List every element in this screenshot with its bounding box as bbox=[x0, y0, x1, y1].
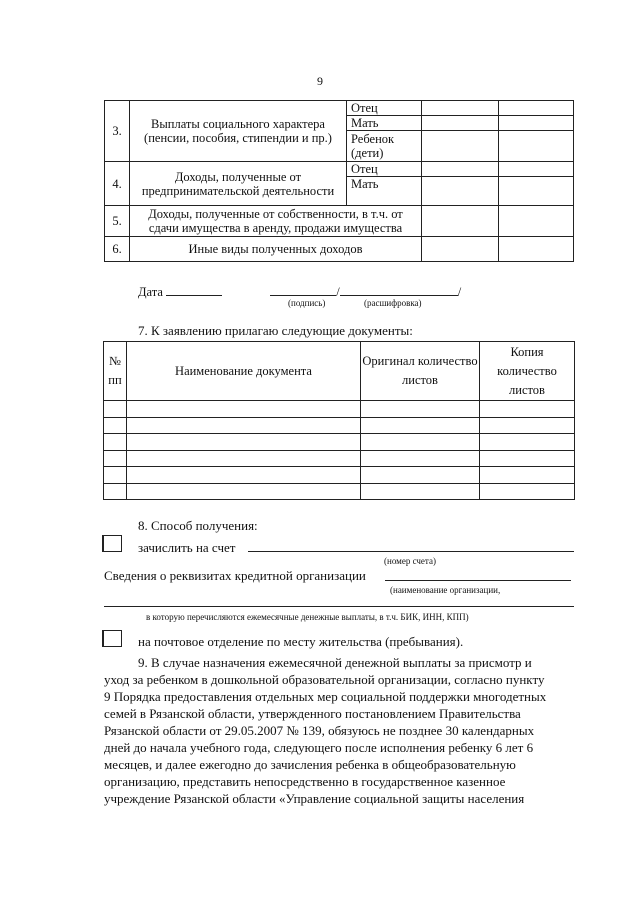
cell[interactable] bbox=[361, 417, 480, 434]
date-field[interactable] bbox=[166, 284, 222, 296]
paragraph-line: 9. В случае назначения ежемесячной денежной выплаты за присмотр и bbox=[138, 655, 532, 670]
cell[interactable] bbox=[480, 467, 575, 484]
documents-table bbox=[103, 341, 575, 500]
paragraph-line: учреждение Рязанской области «Управление социальной защиты населения bbox=[104, 791, 525, 806]
bank-details-label: Сведения о реквизитах кредитной организации bbox=[104, 568, 366, 583]
post-option-label: на почтовое отделение по месту жительства (пребывания). bbox=[138, 634, 464, 649]
cell[interactable] bbox=[104, 467, 127, 484]
income-type: Выплаты социального характера (пенсии, пособия, стипендии и пр.) bbox=[130, 101, 347, 162]
decoding-field[interactable] bbox=[340, 284, 458, 296]
cell[interactable] bbox=[480, 417, 575, 434]
paragraph-line: Рязанской области от 29.05.2007 № 139, обязуюсь не позднее 30 календарных bbox=[104, 723, 535, 738]
cell[interactable] bbox=[104, 401, 127, 418]
post-office-checkbox[interactable] bbox=[102, 630, 122, 647]
amount-cell[interactable] bbox=[422, 206, 499, 237]
person-label: Мать bbox=[347, 116, 422, 131]
cell[interactable] bbox=[127, 467, 361, 484]
col-header-number: № пп bbox=[104, 342, 127, 401]
account-caption: (номер счета) bbox=[384, 556, 436, 566]
col-header-original: Оригинал количество листов bbox=[361, 342, 480, 401]
amount-cell[interactable] bbox=[499, 101, 574, 116]
paragraph-line: 9 Порядка предоставления отдельных мер социальной поддержки многодетных bbox=[104, 689, 547, 704]
cell[interactable] bbox=[480, 483, 575, 500]
bank-caption: (наименование организации, bbox=[390, 585, 501, 595]
income-type: Иные виды полученных доходов bbox=[130, 237, 422, 262]
amount-cell[interactable] bbox=[422, 237, 499, 262]
bank-details-field[interactable] bbox=[385, 580, 571, 581]
date-label: Дата bbox=[138, 285, 163, 299]
person-label: Отец bbox=[347, 101, 422, 116]
amount-cell[interactable] bbox=[422, 131, 499, 162]
amount-cell[interactable] bbox=[499, 237, 574, 262]
row-number: 3. bbox=[105, 101, 130, 162]
amount-cell[interactable] bbox=[499, 162, 574, 177]
income-type: Доходы, полученные от собственности, в т.ч. от сдачи имущества в аренду, продажи имущества bbox=[130, 206, 422, 237]
cell[interactable] bbox=[480, 450, 575, 467]
cell[interactable] bbox=[361, 483, 480, 500]
table-row bbox=[104, 401, 575, 418]
signature-field[interactable] bbox=[270, 284, 336, 296]
amount-cell[interactable] bbox=[422, 177, 499, 206]
paragraph-line: месяцев, и далее ежегодно до зачисления ребенка в общеобразовательную bbox=[104, 757, 516, 772]
paragraph-line: семей в Рязанской области, утвержденного постановлением Правительства bbox=[104, 706, 521, 721]
account-checkbox[interactable] bbox=[102, 535, 122, 552]
bank-details-field-2[interactable] bbox=[104, 606, 574, 607]
cell[interactable] bbox=[127, 417, 361, 434]
row-number: 5. bbox=[105, 206, 130, 237]
amount-cell[interactable] bbox=[422, 101, 499, 116]
col-header-copy: Копия количество листов bbox=[480, 342, 575, 401]
amount-cell[interactable] bbox=[499, 116, 574, 131]
income-table bbox=[104, 100, 574, 262]
cell[interactable] bbox=[127, 401, 361, 418]
table-row bbox=[104, 434, 575, 451]
bank-caption-2: в которую перечисляются ежемесячные денежные выплаты, в т.ч. БИК, ИНН, КПП) bbox=[146, 612, 469, 622]
signature-caption: (подпись) bbox=[288, 298, 326, 308]
table-row bbox=[104, 467, 575, 484]
row-number: 4. bbox=[105, 162, 130, 206]
decoding-caption: (расшифровка) bbox=[364, 298, 422, 308]
cell[interactable] bbox=[361, 434, 480, 451]
table-row bbox=[104, 483, 575, 500]
cell[interactable] bbox=[480, 401, 575, 418]
cell[interactable] bbox=[127, 483, 361, 500]
cell[interactable] bbox=[104, 483, 127, 500]
income-type: Доходы, полученные от предпринимательской деятельности bbox=[130, 162, 347, 206]
paragraph-line: уход за ребенком в дошкольной образовательной организации, согласно пункту bbox=[104, 672, 545, 687]
paragraph-line: дней до начала учебного года, следующего после исполнения ребенку 6 лет 6 bbox=[104, 740, 534, 755]
paragraph-line: организацию, представить непосредственно в государственное казенное bbox=[104, 774, 506, 789]
table-row bbox=[104, 417, 575, 434]
cell[interactable] bbox=[104, 434, 127, 451]
cell[interactable] bbox=[361, 401, 480, 418]
amount-cell[interactable] bbox=[422, 116, 499, 131]
person-label: Мать bbox=[347, 177, 422, 206]
cell[interactable] bbox=[104, 417, 127, 434]
account-number-field[interactable] bbox=[248, 551, 574, 552]
section8-title: 8. Способ получения: bbox=[138, 518, 258, 533]
cell[interactable] bbox=[127, 434, 361, 451]
amount-cell[interactable] bbox=[422, 162, 499, 177]
amount-cell[interactable] bbox=[499, 177, 574, 206]
cell[interactable] bbox=[361, 467, 480, 484]
cell[interactable] bbox=[104, 450, 127, 467]
col-header-name: Наименование документа bbox=[127, 342, 361, 401]
amount-cell[interactable] bbox=[499, 131, 574, 162]
section9-paragraph bbox=[104, 654, 575, 807]
person-label: Отец bbox=[347, 162, 422, 177]
account-option-label: зачислить на счет bbox=[138, 540, 236, 555]
section7-title: 7. К заявлению прилагаю следующие документы: bbox=[138, 323, 413, 338]
table-row bbox=[104, 450, 575, 467]
person-label: Ребенок (дети) bbox=[347, 131, 422, 162]
row-number: 6. bbox=[105, 237, 130, 262]
page-number: 9 bbox=[317, 74, 323, 88]
date-signature-line: Дата / / bbox=[138, 285, 462, 299]
cell[interactable] bbox=[480, 434, 575, 451]
cell[interactable] bbox=[361, 450, 480, 467]
amount-cell[interactable] bbox=[499, 206, 574, 237]
cell[interactable] bbox=[127, 450, 361, 467]
